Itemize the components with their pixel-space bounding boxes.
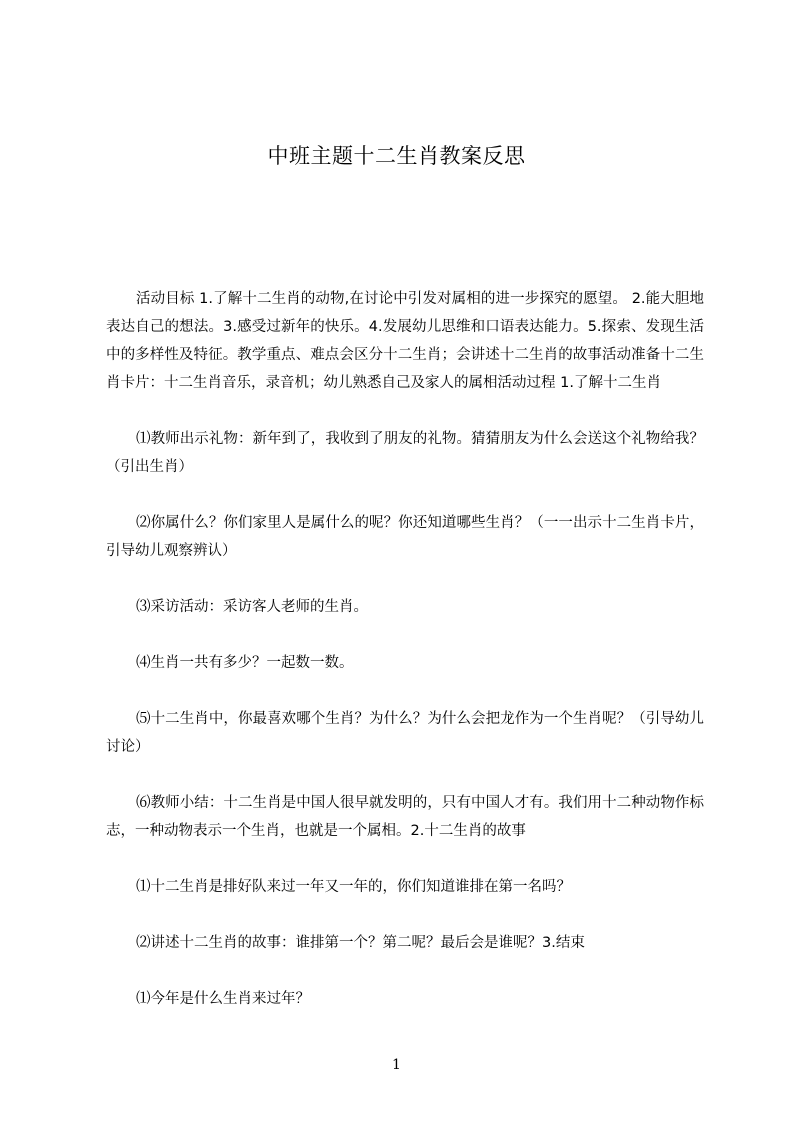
document-body (106, 285, 704, 1013)
paragraph-step-1-6: ⑹教师小结：十二生肖是中国人很早就发明的，只有中国人才有。我们用十二种动物作标志，一种动物表示一个生肖，也就是一个属相。2.十二生肖的故事 (106, 795, 704, 839)
paragraph-step-1-2: ⑵你属什么？你们家里人是属什么的呢？你还知道哪些生肖？（一一出示十二生肖卡片，引导幼儿观察辨认） (106, 515, 704, 559)
paragraph-step-1-4: ⑷生肖一共有多少？一起数一数。 (136, 655, 354, 671)
paragraph-step-2-1: ⑴十二生肖是排好队来过一年又一年的，你们知道谁排在第一名吗？ (136, 879, 571, 895)
paragraph-step-1-1: ⑴教师出示礼物：新年到了，我收到了朋友的礼物。猜猜朋友为什么会送这个礼物给我？（引出生肖） (106, 431, 704, 475)
paragraph-step-3-1: ⑴今年是什么生肖来过年？ (136, 991, 310, 1007)
paragraph-activity-goals: 活动目标 1.了解十二生肖的动物,在讨论中引发对属相的进一步探究的愿望。 2.能大胆地表达自己的想法。3.感受过新年的快乐。4.发展幼儿思维和口语表达能力。5.探索、发现生活中的多样性及特征。教学重点、难点会区分十二生肖；会讲述十二生肖的故事活动准备十二生肖卡片：十二生肖音乐，录音机；幼儿熟悉自己及家人的属相活动过程 1.了解十二生肖 (106, 291, 704, 391)
paragraph-step-1-3: ⑶采访活动：采访客人老师的生肖。 (136, 599, 368, 615)
paragraph-step-2-2: ⑵讲述十二生肖的故事：谁排第一个？第二呢？最后会是谁呢？3.结束 (136, 935, 585, 951)
paragraph-step-1-5: ⑸十二生肖中，你最喜欢哪个生肖？为什么？为什么会把龙作为一个生肖呢？（引导幼儿讨论） (106, 711, 704, 755)
document-title: 中班主题十二生肖教案反思 (267, 144, 526, 168)
page-number: 1 (392, 1057, 401, 1073)
